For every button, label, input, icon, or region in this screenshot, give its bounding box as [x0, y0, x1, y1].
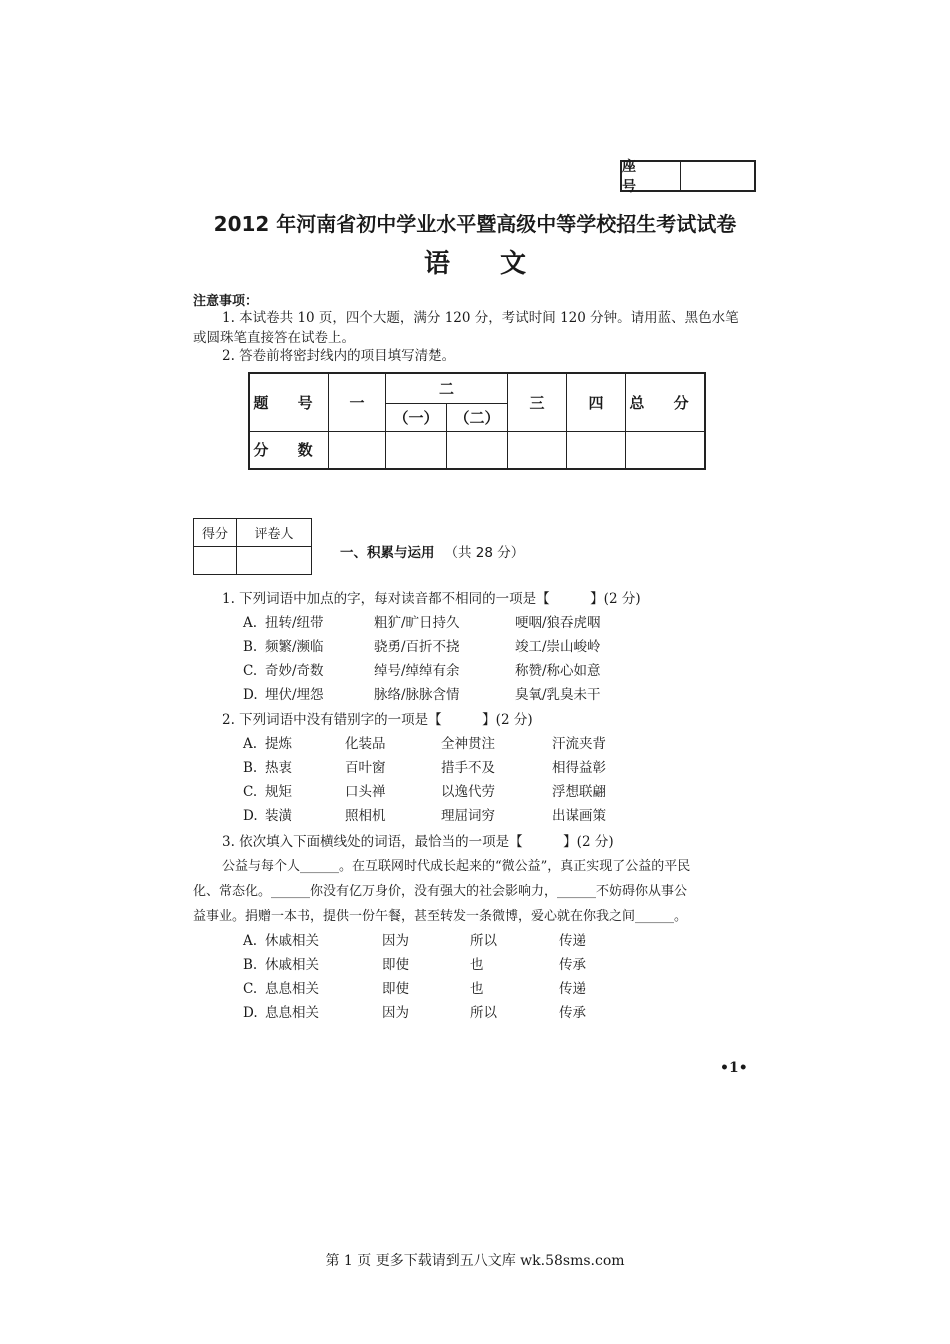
q2-option-letter: D.: [243, 808, 258, 824]
section1-title: 一、积累与运用: [340, 545, 435, 561]
score-cell[interactable]: [329, 431, 386, 469]
grader-entry-cell[interactable]: [237, 547, 312, 575]
col-part-two-sub1: （一）: [386, 403, 447, 431]
q1-option-word: 竣工/崇山峻岭: [515, 639, 601, 655]
q3-option-word: 也: [470, 957, 484, 973]
q2-option-word: 以逸代劳: [441, 784, 495, 800]
q3-option-word: 所以: [470, 933, 497, 949]
footer-text: 第 1 页 更多下载请到五八文库 wk.58sms.com: [325, 1253, 625, 1269]
notice-item2: 2. 答卷前将密封线内的项目填写清楚。: [222, 348, 456, 364]
seat-value-field[interactable]: [681, 162, 754, 190]
page-number: •1•: [720, 1060, 748, 1076]
q2-option-word: 理屈词穷: [441, 808, 495, 824]
q3-option-word: 休戚相关: [265, 957, 319, 973]
q3-option-word: 因为: [382, 1005, 409, 1021]
q2-option-word: 全神贯注: [441, 736, 495, 752]
seat-number-box: [620, 159, 756, 195]
section1-points: （共 28 分）: [444, 545, 525, 561]
q3-option-word: 息息相关: [265, 981, 319, 997]
q3-option-word: 传承: [559, 957, 586, 973]
q2-option-word: 照相机: [345, 808, 386, 824]
col-total: 总 分: [626, 373, 706, 431]
q2-stem: 2. 下列词语中没有错别字的一项是【 】(2 分): [222, 712, 533, 728]
q2-option-word: 规矩: [265, 784, 292, 800]
q3-option-letter: D.: [243, 1005, 258, 1021]
q3-option-word: 所以: [470, 1005, 497, 1021]
q1-option-letter: C.: [243, 663, 258, 679]
q2-option-letter: C.: [243, 784, 258, 800]
q2-option-word: 提炼: [265, 736, 292, 752]
subject-title: 语文: [423, 249, 576, 279]
score-entry-cell[interactable]: [194, 547, 237, 575]
q3-stem: 3. 依次填入下面横线处的词语，最恰当的一项是【 】(2 分): [222, 834, 614, 850]
q1-option-word: 埋伏/埋怨: [265, 687, 324, 703]
score-cell[interactable]: [567, 431, 626, 469]
q2-option-word: 百叶窗: [345, 760, 386, 776]
q3-passage-line2: 化、常态化。______你没有亿万身价，没有强大的社会影响力，______不妨碍你从事公: [193, 884, 688, 899]
q1-option-word: 骁勇/百折不挠: [374, 639, 460, 655]
q2-option-word: 浮想联翩: [552, 784, 606, 800]
q2-option-word: 措手不及: [441, 760, 495, 776]
col-part-two: 二: [386, 373, 508, 403]
q3-option-word: 因为: [382, 933, 409, 949]
q3-passage-line1: 公益与每个人______。在互联网时代成长起来的“微公益”，真正实现了公益的平民: [222, 859, 691, 874]
q2-option-word: 装潢: [265, 808, 292, 824]
score-label: 得分: [194, 519, 237, 547]
q1-option-word: 称赞/称心如意: [515, 663, 601, 679]
col-part-one: 一: [329, 373, 386, 431]
col-part-three: 三: [508, 373, 567, 431]
seat-label: 座 号: [622, 162, 681, 190]
q1-stem: 1. 下列词语中加点的字，每对读音都不相同的一项是【 】(2 分): [222, 591, 641, 607]
q1-option-letter: A.: [243, 615, 258, 631]
q3-option-letter: C.: [243, 981, 258, 997]
q3-option-letter: A.: [243, 933, 258, 949]
notice-item1-line1: 1. 本试卷共 10 页，四个大题，满分 120 分，考试时间 120 分钟。请用蓝、黑色水笔: [222, 310, 739, 326]
q1-option-word: 奇妙/奇数: [265, 663, 324, 679]
q3-option-letter: B.: [243, 957, 258, 973]
q3-option-word: 息息相关: [265, 1005, 319, 1021]
q1-option-letter: D.: [243, 687, 258, 703]
notice-heading: 注意事项：: [193, 294, 259, 309]
q1-option-word: 哽咽/狼吞虎咽: [515, 615, 601, 631]
q1-option-word: 脉络/脉脉含情: [374, 687, 460, 703]
col-part-four: 四: [567, 373, 626, 431]
q2-option-word: 化装品: [345, 736, 386, 752]
q1-option-letter: B.: [243, 639, 258, 655]
q1-option-word: 扭转/纽带: [265, 615, 324, 631]
score-cell[interactable]: [386, 431, 447, 469]
q1-option-word: 频繁/濒临: [265, 639, 324, 655]
notice-item1-line2: 或圆珠笔直接答在试卷上。: [193, 330, 355, 346]
row-label-question-no: 题 号: [249, 373, 329, 431]
q3-option-word: 休戚相关: [265, 933, 319, 949]
q3-option-word: 即使: [382, 981, 409, 997]
score-cell[interactable]: [626, 431, 706, 469]
q2-option-letter: A.: [243, 736, 258, 752]
q2-option-word: 口头禅: [345, 784, 386, 800]
q2-option-word: 相得益彰: [552, 760, 606, 776]
q1-option-word: 绰号/绰绰有余: [374, 663, 460, 679]
exam-title: 2012 年河南省初中学业水平暨高级中等学校招生考试试卷: [213, 212, 737, 236]
q2-option-word: 热衷: [265, 760, 292, 776]
score-cell[interactable]: [508, 431, 567, 469]
q3-option-word: 传递: [559, 981, 586, 997]
q2-option-word: 出谋画策: [552, 808, 606, 824]
q3-option-word: 也: [470, 981, 484, 997]
q1-option-word: 臭氧/乳臭未干: [515, 687, 601, 703]
section1-heading: [340, 541, 524, 561]
grader-table: [193, 518, 312, 575]
q3-option-word: 传承: [559, 1005, 586, 1021]
q2-option-letter: B.: [243, 760, 258, 776]
q3-option-word: 即使: [382, 957, 409, 973]
grader-label: 评卷人: [237, 519, 312, 547]
col-part-two-sub2: （二）: [447, 403, 508, 431]
q2-option-word: 汗流夹背: [552, 736, 606, 752]
score-table: [248, 372, 706, 470]
q3-passage-line3: 益事业。捐赠一本书，提供一份午餐，甚至转发一条微博，爱心就在你我之间______。: [193, 909, 688, 924]
q3-option-word: 传递: [559, 933, 586, 949]
q1-option-word: 粗犷/旷日持久: [374, 615, 460, 631]
score-cell[interactable]: [447, 431, 508, 469]
row-label-score: 分 数: [249, 431, 329, 469]
